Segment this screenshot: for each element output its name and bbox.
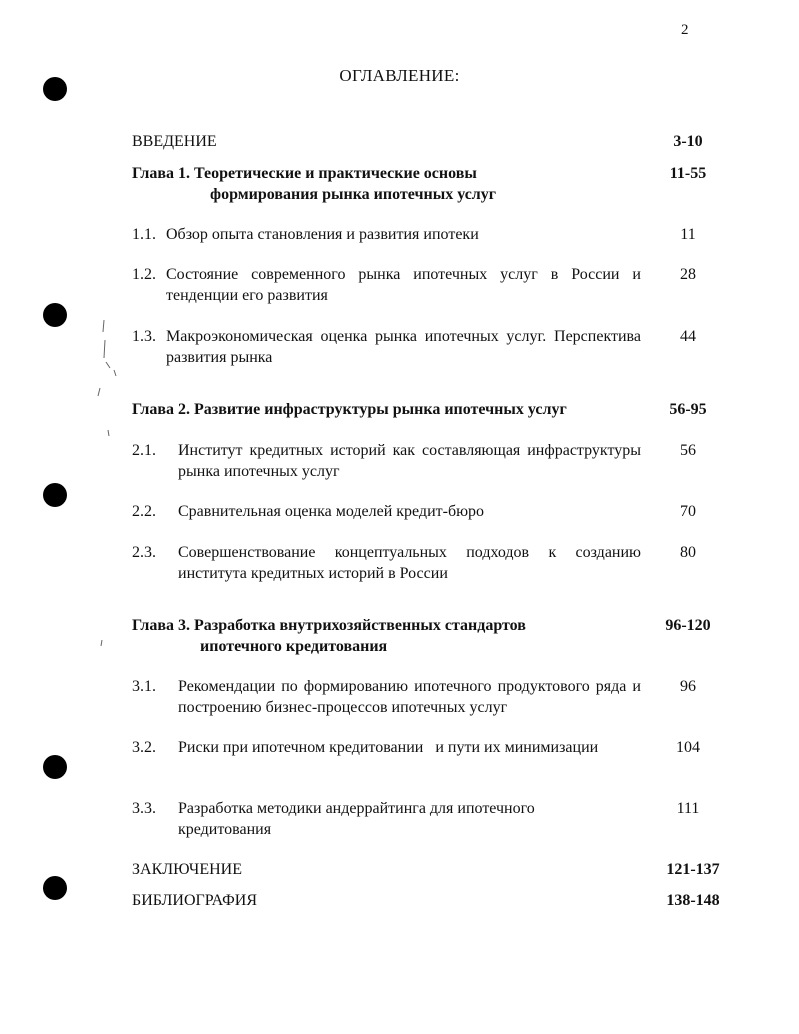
toc-page-range: 56-95 <box>669 401 707 418</box>
binder-hole <box>43 876 67 900</box>
binder-hole <box>43 303 67 327</box>
section-number: 2.3. <box>132 544 156 561</box>
chapter-heading: Глава 2. Развитие инфраструктуры рынка ипотечных услуг <box>132 401 567 418</box>
section-title: Риски при ипотечном кредитовании и пути их минимизации <box>178 739 599 756</box>
section-page: 44 <box>680 328 696 345</box>
section-number: 1.3. <box>132 328 156 345</box>
toc-title: ВВЕДЕНИЕ <box>132 133 217 150</box>
section-page: 111 <box>676 800 700 817</box>
section-page: 11 <box>680 226 696 243</box>
section-number: 2.2. <box>132 503 156 520</box>
section-page: 80 <box>680 544 696 561</box>
section-title: Состояние современного рынка ипотечных услуг в России и тенденции его развития <box>166 266 641 304</box>
toc-section-2-1[interactable] <box>132 440 728 482</box>
toc-page-range: 138-148 <box>666 892 720 909</box>
chapter-heading-line-2: формирования рынка ипотечных услуг <box>210 186 497 203</box>
toc-section-3-2[interactable] <box>132 737 728 779</box>
section-page: 96 <box>680 678 696 695</box>
chapter-heading-line-2: ипотечного кредитования <box>200 638 388 655</box>
section-page: 70 <box>680 503 696 520</box>
section-page: 56 <box>680 442 696 459</box>
section-number: 3.2. <box>132 739 156 756</box>
section-number: 2.1. <box>132 442 156 459</box>
section-page: 28 <box>680 266 696 283</box>
section-title: Совершенствование концептуальных подходов к созданию института кредитных историй в России <box>178 544 641 582</box>
section-title: Макроэкономическая оценка рынка ипотечных услуг. Перспектива развития рынка <box>166 328 641 366</box>
section-page: 104 <box>676 739 700 756</box>
section-title: Институт кредитных историй как составляющая инфраструктуры рынка ипотечных услуг <box>178 442 641 480</box>
binder-hole <box>43 755 67 779</box>
toc-section-2-3[interactable] <box>132 542 728 584</box>
section-number: 3.1. <box>132 678 156 695</box>
section-title: Разработка методики андеррайтинга для ипотечного кредитования <box>178 800 535 838</box>
toc-page-range: 96-120 <box>665 617 711 634</box>
toc-page-range: 11-55 <box>669 165 707 182</box>
toc-page-range: 121-137 <box>666 861 720 878</box>
section-number: 1.1. <box>132 226 156 243</box>
page-number: 2 <box>681 22 689 38</box>
scan-marks <box>90 310 130 670</box>
toc-chapter-2[interactable] <box>132 399 728 420</box>
chapter-heading-line-1: Глава 1. Теоретические и практические основы <box>132 165 477 182</box>
chapter-heading <box>132 615 652 657</box>
toc-section-3-3[interactable] <box>132 798 728 840</box>
toc-section-3-1[interactable] <box>132 676 728 718</box>
binder-hole <box>43 483 67 507</box>
toc-section-1-3[interactable] <box>132 326 728 368</box>
toc-section-1-2[interactable] <box>132 264 728 306</box>
toc-section-2-2[interactable] <box>132 501 728 522</box>
chapter-heading-line-1: Глава 3. Разработка внутрихозяйственных стандартов <box>132 617 526 634</box>
page-title: ОГЛАВЛЕНИЕ: <box>339 66 460 85</box>
toc-chapter-3[interactable] <box>132 615 728 657</box>
toc-page-range: 3-10 <box>673 133 703 150</box>
section-title: Сравнительная оценка моделей кредит-бюро <box>178 503 485 520</box>
toc-chapter-1[interactable] <box>132 163 728 205</box>
toc-title: ЗАКЛЮЧЕНИЕ <box>132 861 242 878</box>
toc-section-1-1[interactable] <box>132 224 728 245</box>
toc-title: БИБЛИОГРАФИЯ <box>132 892 258 909</box>
section-title: Рекомендации по формированию ипотечного продуктового ряда и построению бизнес-процессов ипотечных услуг <box>178 678 641 716</box>
chapter-heading <box>132 163 652 205</box>
section-number: 1.2. <box>132 266 156 283</box>
section-title: Обзор опыта становления и развития ипотеки <box>166 226 479 243</box>
section-number: 3.3. <box>132 800 156 817</box>
